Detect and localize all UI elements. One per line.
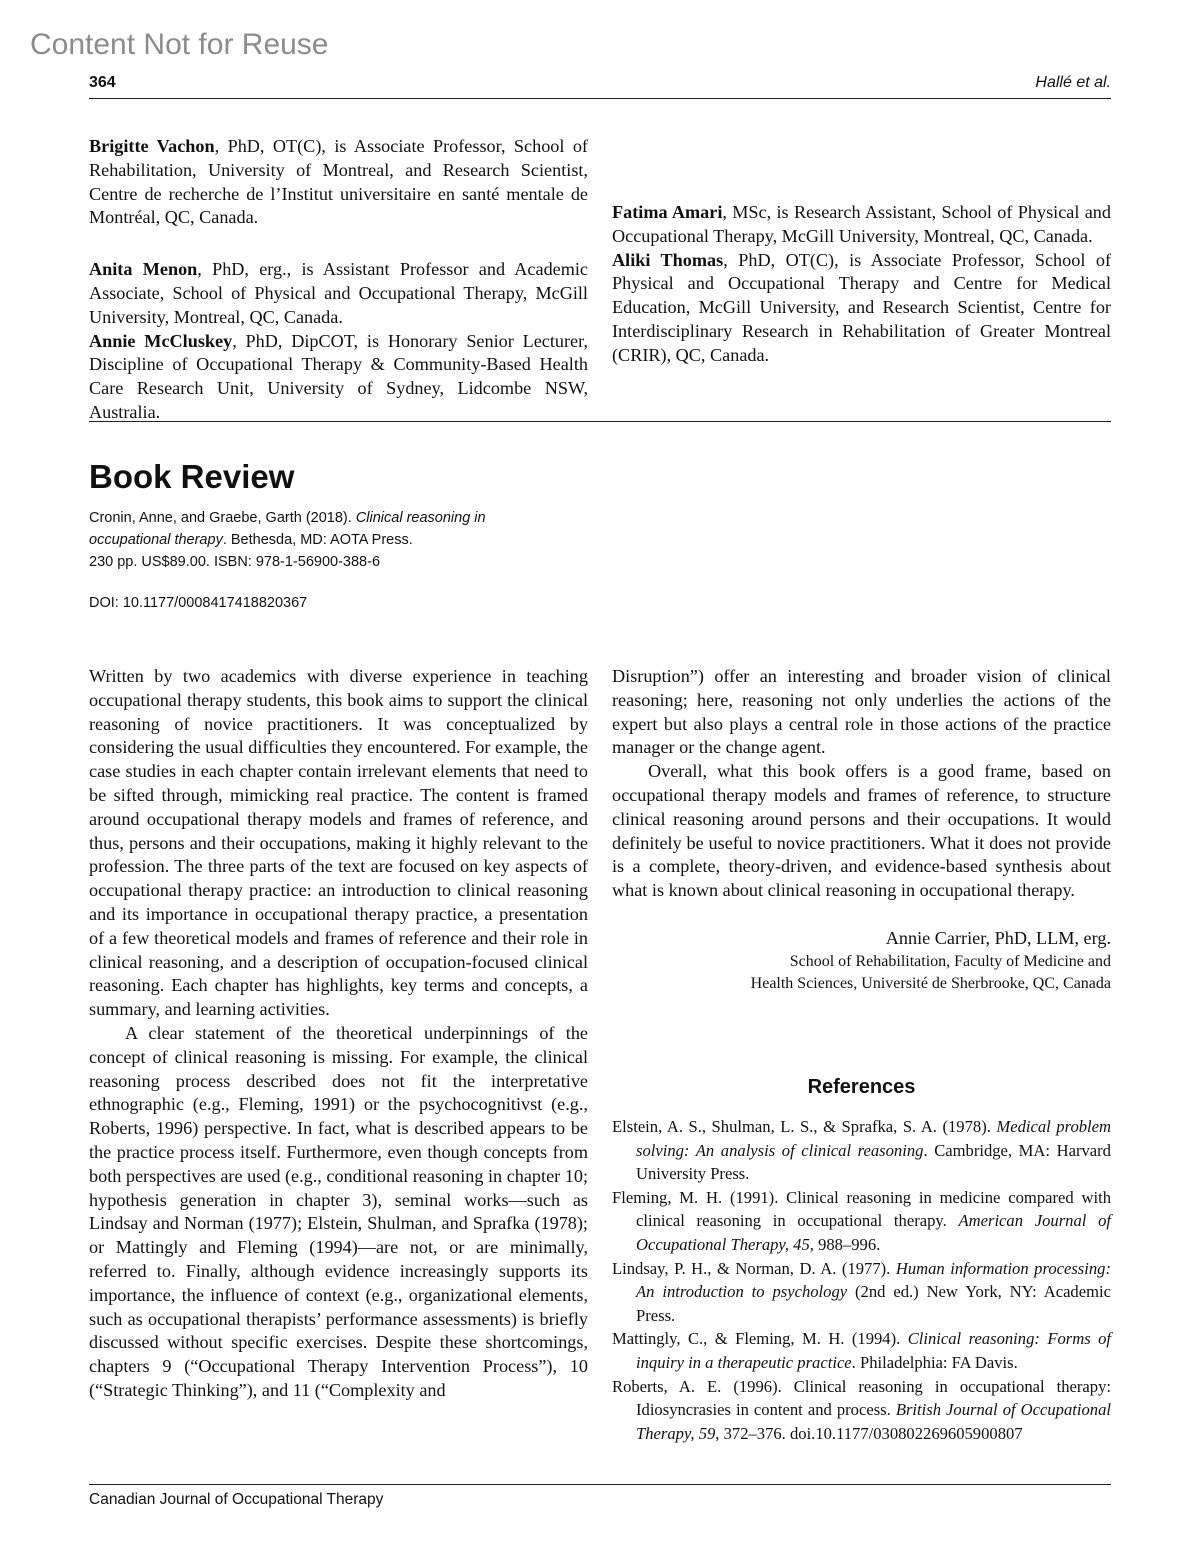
bio-name: Aliki Thomas <box>612 249 724 270</box>
footer-divider <box>89 1484 1111 1485</box>
review-body-right <box>612 665 1111 995</box>
section-divider <box>89 421 1111 422</box>
bio-name: Brigitte Vachon <box>89 136 215 156</box>
reference-source: American Journal of Occupational Therapy, 45 <box>636 1211 1111 1254</box>
bio-amari <box>612 201 1111 249</box>
bio-name: Annie McCluskey <box>89 330 233 351</box>
reference-item <box>612 1115 1111 1186</box>
bio-menon <box>89 258 588 329</box>
reviewer-name: Annie Carrier, PhD, LLM, erg. <box>885 927 1111 948</box>
bio-text: , PhD, erg., is Assistant Professor and Academic Associate, School of Physical and Occupational Therapy, McGill University, Montreal, QC, Canada. <box>89 259 589 327</box>
journal-footer: Canadian Journal of Occupational Therapy <box>89 1491 384 1508</box>
reference-text: Lindsay, P. H., & Norman, D. A. (1977). <box>612 1258 896 1278</box>
doi: DOI: 10.1177/0008417418820367 <box>89 595 308 611</box>
reviewer-affiliation-line: Health Sciences, Université de Sherbrooke, QC, Canada <box>750 974 1111 992</box>
bio-thomas <box>612 249 1111 368</box>
running-head <box>89 74 1111 99</box>
reference-source: Human information processing: An introduction to psychology <box>636 1258 1111 1302</box>
page-number: 364 <box>89 74 116 91</box>
references-list <box>612 1115 1111 1445</box>
review-paragraph: Overall, what this book offers is a good frame, based on occupational therapy models and frames of reference, to structure clinical reasoning around persons and their occupations. It would definitely be useful to novice practitioners. What it does not provide is a complete, theory-driven, and evidence-based synthesis about what is known about clinical reasoning in occupational therapy. <box>612 761 1111 901</box>
bio-mccluskey <box>89 330 588 425</box>
reference-item <box>612 1186 1111 1257</box>
reference-source: Clinical reasoning: Forms of inquiry in a therapeutic practice <box>636 1329 1111 1372</box>
reference-text: . Cambridge, MA: Harvard University Press. <box>636 1140 1111 1184</box>
reference-text: Roberts, A. E. (1996). Clinical reasoning in occupational therapy: Idiosyncrasies in content and process. <box>612 1376 1111 1420</box>
reference-source: Medical problem solving: An analysis of clinical reasoning <box>636 1117 1111 1160</box>
bio-text: , PhD, DipCOT, is Honorary Senior Lecturer, Discipline of Occupational Therapy & Community-Based Health Care Research Unit, University of Sydney, Lidcombe NSW, Australia. <box>89 330 589 422</box>
citation-publisher: . Bethesda, MD: AOTA Press. <box>222 532 413 548</box>
reference-text: Elstein, A. S., Shulman, L. S., & Sprafka, S. A. (1978). <box>612 1117 997 1136</box>
bios-right-column <box>612 201 1111 368</box>
bio-name: Fatima Amari <box>612 202 723 222</box>
bio-vachon <box>89 135 588 230</box>
reviewer-signature <box>612 927 1111 995</box>
reference-text: , 988–996. <box>809 1234 881 1254</box>
review-paragraph: Disruption”) offer an interesting and broader vision of clinical reasoning; here, reasoning not only underlies the actions of the expert but also plays a central role in those actions of the practice manager or the change agent. <box>612 666 1111 758</box>
bio-text: , PhD, OT(C), is Associate Professor, School of Physical and Occupational Therapy and Centre for Medical Education, McGill University, and Research Scientist, Centre for Interdisciplinary Research in Rehabilitation of Greater Montreal (CRIR), QC, Canada. <box>612 249 1111 365</box>
bio-name: Anita Menon <box>89 259 198 280</box>
bio-text: , MSc, is Research Assistant, School of Physical and Occupational Therapy, McGill University, Montreal, QC, Canada. <box>612 202 1111 246</box>
bio-text: , PhD, OT(C), is Associate Professor, School of Rehabilitation, University of Montreal, and Research Scientist, Centre de recherche de l’Institut universitaire en santé mentale de Montréal, QC, Canada. <box>89 136 588 228</box>
references-heading: References <box>807 1076 916 1098</box>
reference-text: . Philadelphia: FA Davis. <box>851 1352 1018 1372</box>
book-citation <box>89 507 569 573</box>
bios-left-column <box>89 135 588 425</box>
citation-details: 230 pp. US$89.00. ISBN: 978-1-56900-388-6 <box>89 554 381 570</box>
reviewer-affiliation-line: School of Rehabilitation, Faculty of Medicine and <box>789 952 1111 970</box>
reference-text: (2nd ed.) New York, NY: Academic Press. <box>636 1282 1111 1325</box>
reference-text: Fleming, M. H. (1991). Clinical reasoning in medicine compared with clinical reasoning in occupational therapy. <box>612 1187 1111 1231</box>
review-paragraph: Written by two academics with diverse experience in teaching occupational therapy students, this book aims to support the clinical reasoning of novice practitioners. It was conceptualized by considering the usual difficulties they encountered. For example, the case studies in each chapter contain irrelevant elements that need to be sifted through, mimicking real practice. The content is framed around occupational therapy models and frames of reference, and thus, persons and their occupations, making it highly relevant to the profession. The three parts of the text are focused on key aspects of occupational therapy practice: an introduction to clinical reasoning and its importance in occupational therapy practice, a presentation of a few theoretical models and frames of reference and their role in clinical reasoning, and a description of occupation-focused clinical reasoning. Each chapter has highlights, key terms and concepts, a summary, and learning activities. <box>89 666 588 1020</box>
book-review-heading: Book Review <box>89 458 295 495</box>
reference-item <box>612 1257 1111 1328</box>
review-paragraph: A clear statement of the theoretical underpinnings of the concept of clinical reasoning is missing. For example, the clinical reasoning process described does not fit the interpretative ethnographic (e.g., Fleming, 1991) or the psychocognitivst (e.g., Roberts, 1996) perspective. In fact, what is described appears to be the practice process itself. Furthermore, even though concepts from both perspectives are used (e.g., conditional reasoning in chapter 10; hypothesis generation in chapter 3), seminal works—such as Lindsay and Norman (1977); Elstein, Shulman, and Sprafka (1978); or Mattingly and Fleming (1994)—are not, or are minimally, referred to. Finally, although evidence increasingly supports its importance, the influence of context (e.g., organizational elements, such as occupational therapists’ performance assessments) is briefly discussed without specific exercises. Despite these shortcomings, chapters 9 (“Occupational Therapy Intervention Process”), 10 (“Strategic Thinking”), and 11 (“Complexity and <box>89 1022 588 1400</box>
citation-authors: Cronin, Anne, and Graebe, Garth (2018). <box>89 510 356 526</box>
reference-item <box>612 1327 1111 1374</box>
reference-text: Mattingly, C., & Fleming, M. H. (1994). <box>612 1329 908 1349</box>
reference-text: , 372–376. doi.10.1177/030802269605900807 <box>715 1423 1023 1443</box>
citation-title: Clinical reasoning in occupational therapy <box>89 510 486 548</box>
reference-source: British Journal of Occupational Therapy, 59 <box>636 1400 1111 1443</box>
running-head-authors: Hallé et al. <box>1035 74 1111 91</box>
reference-item <box>612 1375 1111 1446</box>
review-body-left <box>89 665 588 1403</box>
watermark-text: Content Not for Reuse <box>30 28 329 61</box>
